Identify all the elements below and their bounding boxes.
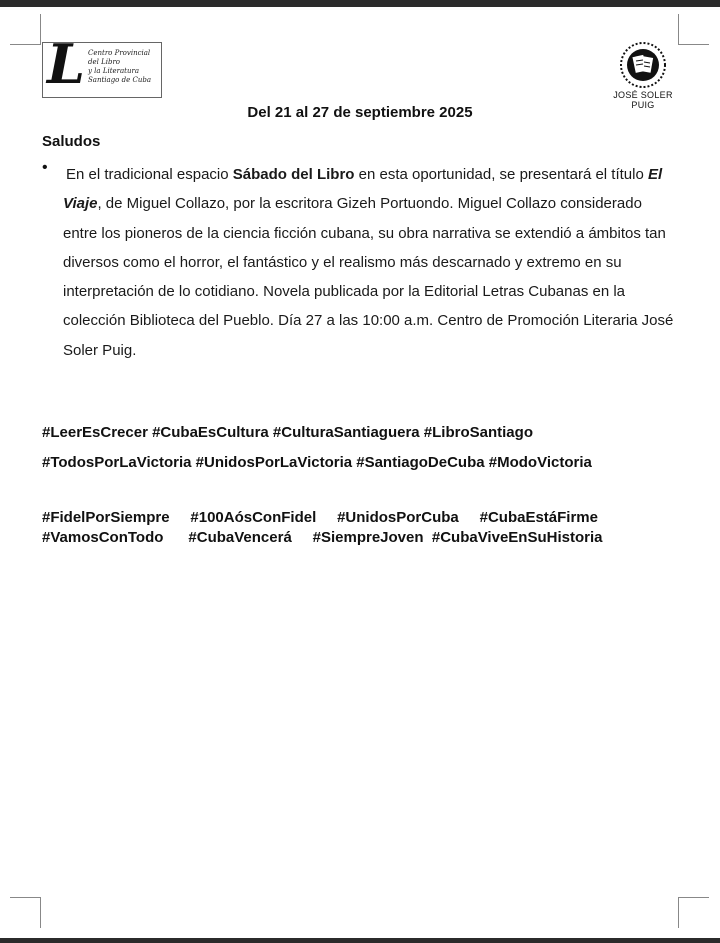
- centro-libro-logo: [42, 32, 162, 98]
- logo-text: Centro Provincial del Libro y la Literatura Santiago de Cuba: [88, 49, 151, 84]
- crop-mark-bottom-left: [10, 897, 41, 928]
- bottom-border-bar: [0, 938, 720, 943]
- crop-mark-bottom-right: [678, 897, 709, 928]
- event-name: Sábado del Libro: [232, 166, 355, 183]
- date-range-heading: Del 21 al 27 de septiembre 2025: [247, 104, 473, 121]
- paragraph-text-2: en esta oportunidad, se presentará el título: [354, 166, 648, 183]
- paragraph-text-1: En el tradicional espacio: [66, 166, 233, 183]
- top-border-bar: [0, 0, 720, 7]
- crop-mark-top-left: [10, 14, 41, 45]
- hashtag-line-3: #FidelPorSiempre #100AósConFidel #UnidosPorCuba #CubaEstáFirme: [42, 509, 598, 526]
- bullet-icon: •: [42, 159, 48, 176]
- book-emblem-icon: [612, 40, 674, 90]
- logo-caption: JOSÉ SOLER PUIG: [613, 90, 673, 110]
- event-paragraph: [63, 160, 675, 365]
- hashtag-line-2: #TodosPorLaVictoria #UnidosPorLaVictoria #SantiagoDeCuba #ModoVictoria: [42, 454, 592, 471]
- greeting: Saludos: [42, 133, 101, 150]
- hashtag-line-1: #LeerEsCrecer #CubaEsCultura #CulturaSantiaguera #LibroSantiago: [42, 424, 533, 441]
- hashtag-line-4: #VamosConTodo #CubaVencerá #SiempreJoven #CubaViveEnSuHistoria: [42, 529, 603, 546]
- soler-puig-logo: [604, 40, 682, 110]
- logo-letter: L: [47, 32, 85, 96]
- crop-mark-top-right: [678, 14, 709, 45]
- paragraph-text-3: , de Miguel Collazo, por la escritora Gizeh Portuondo. Miguel Collazo considerado entre los pioneros de la ciencia ficción cubana, su obra narrativa se extendió a ámbitos tan diversos como el horror, el fantástico y el realismo más descarnado y extremo en su interpretación de lo cotidiano. Novela publicada por la Editorial Letras Cubanas en la colección Biblioteca del Pueblo. Día 27 a las 10:00 a.m. Centro de Promoción Literaria José Soler Puig.: [63, 195, 674, 359]
- book-title: El Viaje: [63, 166, 663, 213]
